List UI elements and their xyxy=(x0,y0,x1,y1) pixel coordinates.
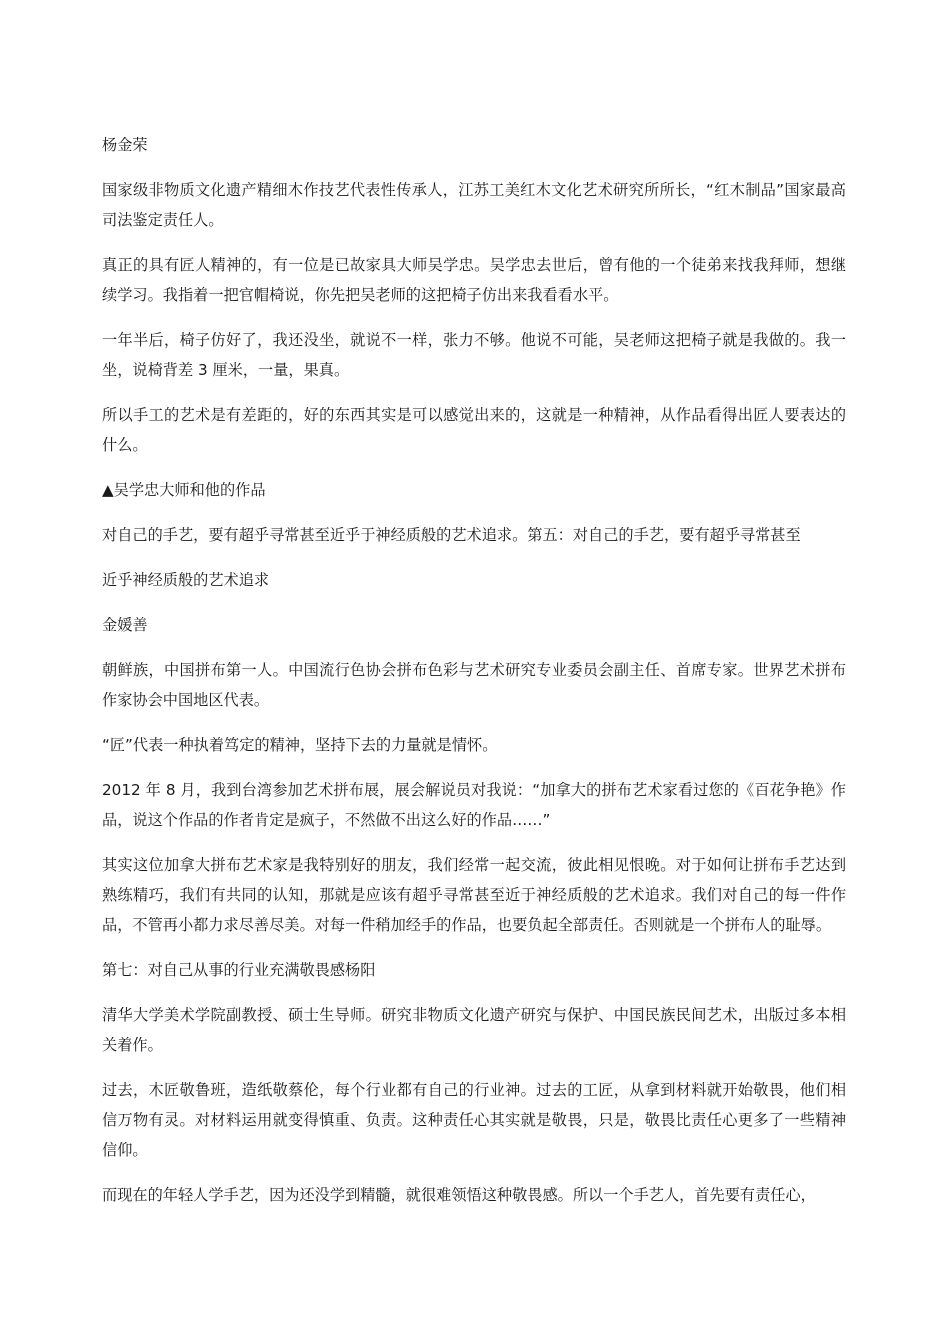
paragraph-body: 一年半后，椅子仿好了，我还没坐，就说不一样，张力不够。他说不可能，吴老师这把椅子就是我做的。我一坐，说椅背差 3 厘米，一量，果真。 xyxy=(102,331,846,379)
paragraph-body: “匠”代表一种执着笃定的精神，坚持下去的力量就是情怀。 xyxy=(102,736,498,754)
paragraph-body: 过去，木匠敬鲁班，造纸敬蔡伦，每个行业都有自己的行业神。过去的工匠，从拿到材料就开始敬畏，他们相信万物有灵。对材料运用就变得慎重、负责。这种责任心其实就是敬畏，只是，敬畏比责任心更多了一些精神信仰。 xyxy=(102,1081,846,1159)
paragraph-body: 而现在的年轻人学手艺，因为还没学到精髓，就很难领悟这种敬畏感。所以一个手艺人，首先要有责任心， xyxy=(102,1186,816,1204)
document-body xyxy=(102,130,846,1225)
paragraph-bio-jin-yuanshan: 朝鲜族，中国拼布第一人。中国流行色协会拼布色彩与艺术研究专业委员会副主任、首席专家。世界艺术拼布作家协会中国地区代表。 xyxy=(102,661,846,709)
paragraph-name-yang-jinrong: 杨金荣 xyxy=(102,136,148,154)
section-heading-continuation: 近乎神经质般的艺术追求 xyxy=(102,571,270,589)
paragraph-name-jin-yuanshan: 金媛善 xyxy=(102,616,148,634)
image-caption: ▲吴学忠大师和他的作品 xyxy=(102,481,266,499)
paragraph-bio-yang-jinrong: 国家级非物质文化遗产精细木作技艺代表性传承人，江苏工美红木文化艺术研究所所长，“红木制品”国家最高司法鉴定责任人。 xyxy=(102,181,846,229)
paragraph-body: 对自己的手艺，要有超乎寻常甚至近乎于神经质般的艺术追求。第五：对自己的手艺，要有超乎寻常甚至 xyxy=(102,526,801,544)
paragraph-body: 所以手工的艺术是有差距的，好的东西其实是可以感觉出来的，这就是一种精神，从作品看得出匠人要表达的什么。 xyxy=(102,406,846,454)
paragraph-body: 2012 年 8 月，我到台湾参加艺术拼布展，展会解说员对我说：“加拿大的拼布艺术家看过您的《百花争艳》作品，说这个作品的作者肯定是疯子，不然做不出这么好的作品……” xyxy=(102,781,846,829)
paragraph-bio-yang-yang: 清华大学美术学院副教授、硕士生导师。研究非物质文化遗产研究与保护、中国民族民间艺术，出版过多本相关着作。 xyxy=(102,1006,846,1054)
paragraph-body: 其实这位加拿大拼布艺术家是我特别好的朋友，我们经常一起交流，彼此相见恨晚。对于如何让拼布手艺达到熟练精巧，我们有共同的认知，那就是应该有超乎寻常甚至近于神经质般的艺术追求。我们对自己的每一件作品，不管再小都力求尽善尽美。对每一件稍加经手的作品，也要负起全部责任。否则就是一个拼布人的耻辱。 xyxy=(102,856,846,934)
section-heading: 第七：对自己从事的行业充满敬畏感杨阳 xyxy=(102,961,376,979)
paragraph-body: 真正的具有匠人精神的，有一位是已故家具大师吴学忠。吴学忠去世后，曾有他的一个徒弟来找我拜师，想继续学习。我指着一把官帽椅说，你先把吴老师的这把椅子仿出来我看看水平。 xyxy=(102,256,846,304)
